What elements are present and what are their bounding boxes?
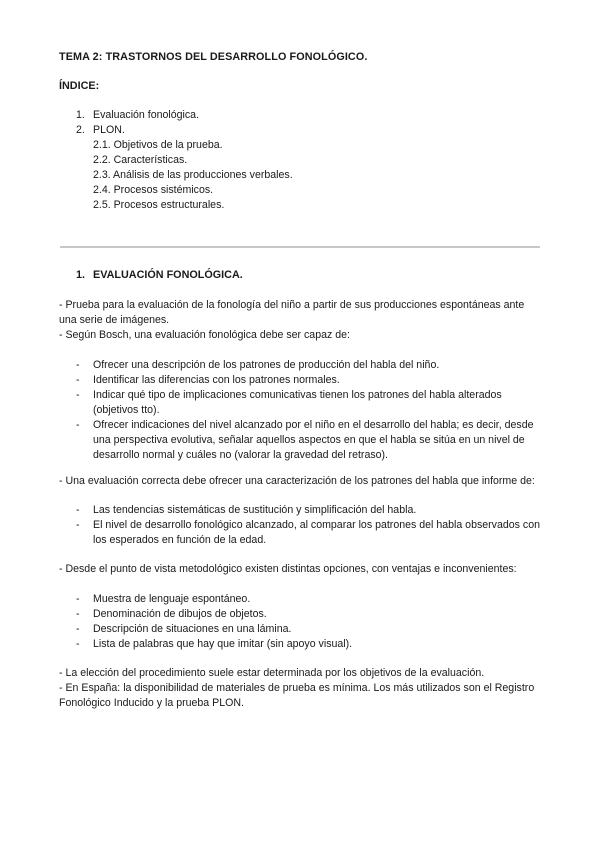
list-item-text: Muestra de lenguaje espontáneo. [93,593,251,605]
dash-bullet: - [76,623,80,635]
list-item [0,518,600,548]
paragraph: - La elección del procedimiento suele estar determinada por los objetivos de la evaluación. [59,667,485,679]
toc-subitem-text: 2.2. Características. [93,154,188,166]
dash-bullet: - [76,374,80,386]
list-item-text: El nivel de desarrollo fonológico alcanzado, al comparar los patrones del habla observados con los esperados en función de la edad. [93,519,540,546]
toc-item-text: Evaluación fonológica. [93,109,200,121]
toc-item-text: PLON. [93,124,125,136]
toc-subitem-text: 2.1. Objetivos de la prueba. [93,139,223,151]
list-item [0,607,600,622]
toc-subitem [0,153,600,168]
toc-item-number: 1. [76,109,85,121]
toc-subitem [0,138,600,153]
paragraph: - Una evaluación correcta debe ofrecer una caracterización de los patrones del habla que informe de: [59,475,535,487]
list-item [0,358,600,373]
toc-subitem [0,198,600,213]
paragraph: - Desde el punto de vista metodológico existen distintas opciones, con ventajas e inconvenientes: [59,563,517,575]
list-item [0,622,600,637]
paragraph: - Según Bosch, una evaluación fonológica debe ser capaz de: [59,329,350,341]
list-item-text: Descripción de situaciones en una lámina. [93,623,292,635]
toc-subitem [0,183,600,198]
toc-item-number: 2. [76,124,85,136]
list-item-text: Lista de palabras que hay que imitar (sin apoyo visual). [93,638,353,650]
dash-bullet: - [76,359,80,371]
toc-subitem [0,168,600,183]
list-item [0,388,600,418]
list-item [0,592,600,607]
list-item [0,503,600,518]
document-title: TEMA 2: TRASTORNOS DEL DESARROLLO FONOLÓGICO. [59,51,368,63]
dash-bullet: - [76,519,80,531]
bullet-list [0,503,600,548]
toc-subitem-text: 2.5. Procesos estructurales. [93,199,225,211]
dash-bullet: - [76,593,80,605]
horizontal-divider [60,246,540,248]
table-of-contents [0,108,600,213]
section-number: 1. [76,269,86,281]
toc-item [0,123,600,138]
toc-subitem-text: 2.3. Análisis de las producciones verbales. [93,169,293,181]
list-item-text: Identificar las diferencias con los patrones normales. [93,374,340,386]
list-item-text: Ofrecer indicaciones del nivel alcanzado por el niño en el desarrollo del habla; es decir, desde una perspectiva evolutiva, señalar aquellos aspectos en que el habla se sitúa en un nivel de desarrollo normal y cuáles no (valorar la gravedad del retraso). [93,419,534,461]
list-item-text: Ofrecer una descripción de los patrones de producción del habla del niño. [93,359,440,371]
dash-bullet: - [76,638,80,650]
paragraph: - En España: la disponibilidad de materiales de prueba es mínima. Los más utilizados son el Registro Fonológico Inducido y la prueba PLON. [59,682,535,709]
list-item [0,418,600,463]
list-item-text: Denominación de dibujos de objetos. [93,608,267,620]
dash-bullet: - [76,389,80,401]
dash-bullet: - [76,608,80,620]
bullet-list [0,358,600,463]
toc-subitem-text: 2.4. Procesos sistémicos. [93,184,214,196]
toc-item [0,108,600,123]
list-item-text: Las tendencias sistemáticas de sustitución y simplificación del habla. [93,504,417,516]
bullet-list [0,592,600,652]
paragraph: - Prueba para la evaluación de la fonología del niño a partir de sus producciones espontáneas ante una serie de imágenes. [59,299,525,326]
dash-bullet: - [76,419,80,431]
list-item [0,373,600,388]
list-item-text: Indicar qué tipo de implicaciones comunicativas tienen los patrones del habla alterados (objetivos tto). [93,389,502,416]
index-heading: ÍNDICE: [59,80,100,92]
list-item [0,637,600,652]
dash-bullet: - [76,504,80,516]
section-title: EVALUACIÓN FONOLÓGICA. [93,269,243,281]
